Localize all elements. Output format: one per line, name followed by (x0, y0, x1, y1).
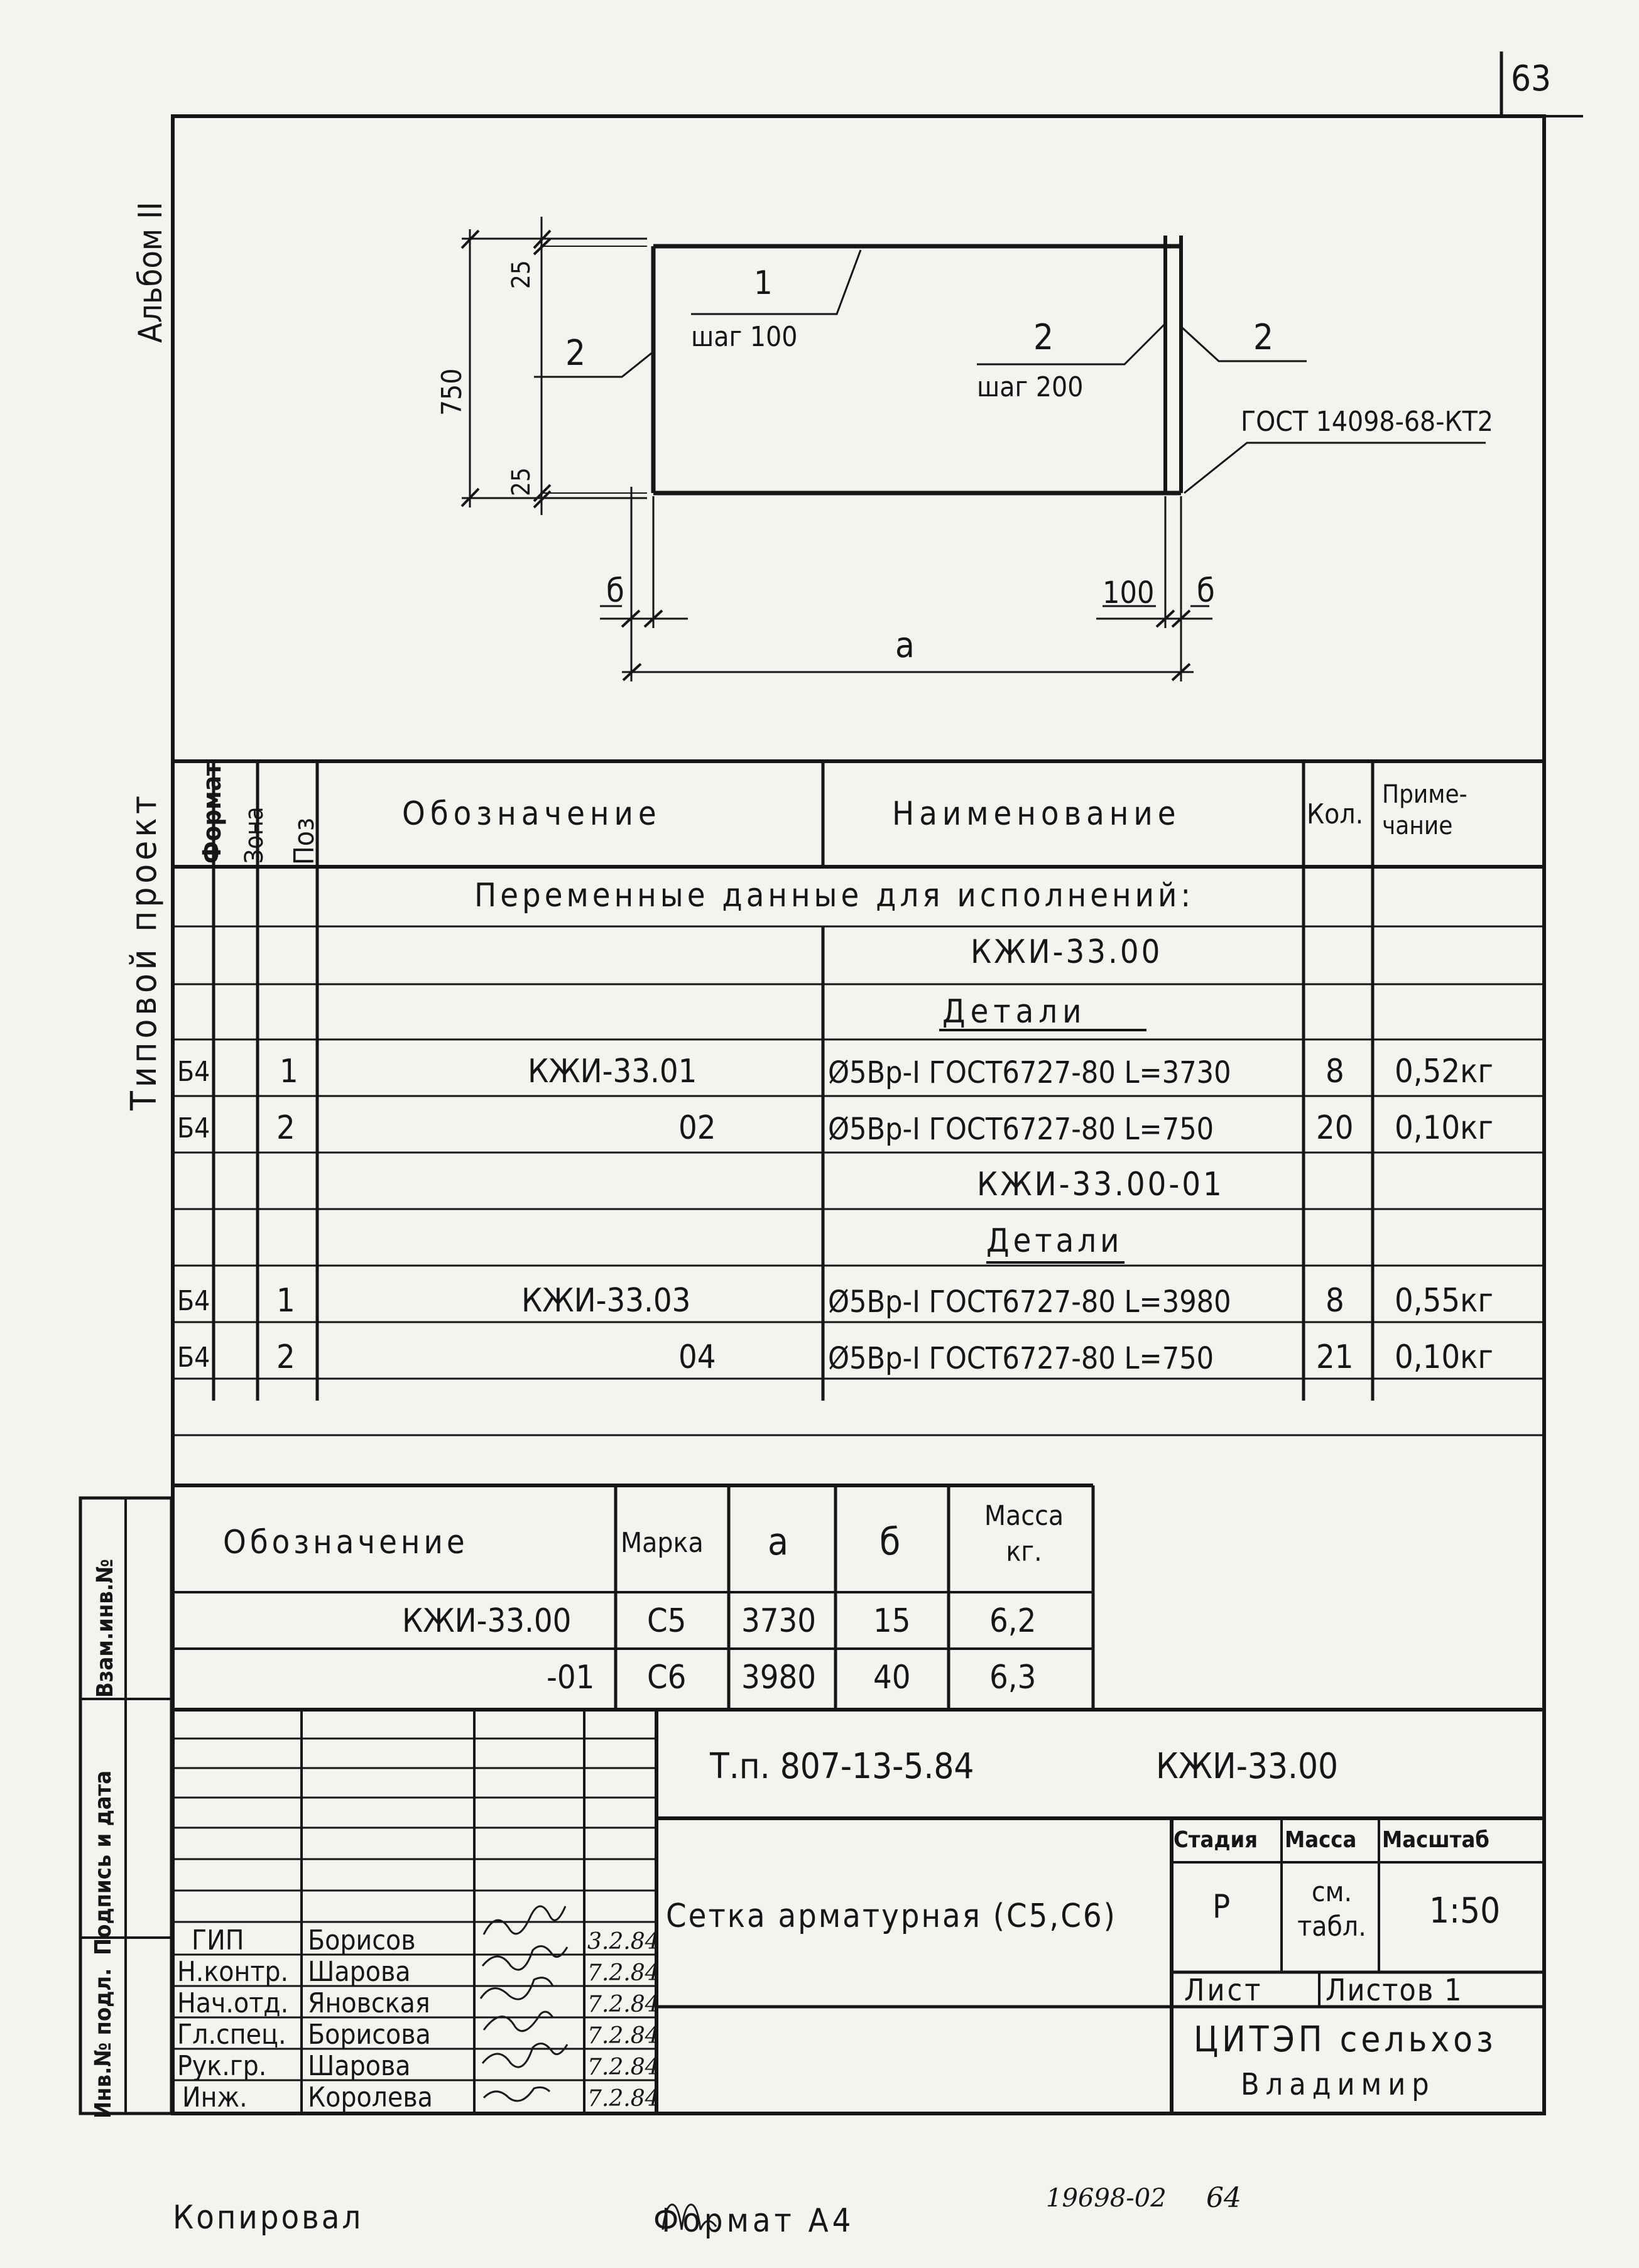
staff-role-5: Рук.гр. (177, 2050, 267, 2082)
staff-name-3: Яновская (308, 1987, 430, 2019)
row1-name: Ø5Вр-I ГОСТ6727-80 L=3730 (828, 1055, 1231, 1090)
pos1-step: шаг 100 (691, 321, 798, 353)
staff-name-1: Борисов (308, 1924, 416, 1956)
row1-format: Б4 (177, 1056, 210, 1088)
row3-name: Ø5Вр-I ГОСТ6727-80 L=3980 (828, 1284, 1231, 1320)
weld-note: ГОСТ 14098-68-КТ2 (1241, 406, 1493, 438)
staff-date-6: 7.2.84 (587, 2086, 660, 2112)
staff-role-4: Гл.спец. (177, 2019, 286, 2051)
row2-designation: 02 (678, 1109, 716, 1147)
row3-note: 0,55кг (1395, 1282, 1493, 1320)
var-row2-a: 3980 (741, 1659, 817, 1696)
staff-name-4: Борисова (308, 2019, 431, 2051)
hdr-designation: Обозначение (402, 795, 662, 833)
hdr-qty: Кол. (1307, 798, 1364, 830)
hdr-note: Приме- чание (1382, 780, 1467, 840)
hdr-pos: Поз (288, 817, 320, 865)
doc-code: КЖИ-33.00 (1156, 1746, 1339, 1787)
row2-format: Б4 (177, 1112, 210, 1144)
staff-date-5: 7.2.84 (587, 2054, 660, 2080)
footer-page: 64 (1206, 2182, 1241, 2214)
inventory-number: 19698-02 (1046, 2184, 1167, 2213)
staff-name-6: Королева (308, 2081, 433, 2113)
mass-value: см. табл. (1297, 1876, 1366, 1943)
staff-role-2: Н.контр. (177, 1956, 289, 1988)
staff-role-1: ГИП (192, 1924, 244, 1956)
staff-date-2: 7.2.84 (587, 1960, 660, 1986)
var-row1-mass: 6,2 (989, 1602, 1037, 1640)
stage-label: Стадия (1173, 1827, 1258, 1853)
dim-top: 25 (507, 260, 536, 289)
staff-date-1: 3.2.84 (587, 1929, 660, 1955)
var-hdr-b: б (879, 1520, 901, 1564)
var-hdr-mark: Марка (621, 1527, 704, 1559)
var-hdr-mass: Масса кг. (984, 1500, 1064, 1568)
sheet-label: Лист (1184, 1973, 1263, 2008)
scale-label: Масштаб (1382, 1827, 1489, 1853)
row4-format: Б4 (177, 1342, 210, 1374)
row1-designation: КЖИ-33.01 (528, 1053, 697, 1090)
dim-height: 750 (436, 368, 468, 416)
row4-name: Ø5Вр-I ГОСТ6727-80 L=750 (828, 1341, 1214, 1376)
staff-role-3: Нач.отд. (177, 1987, 289, 2019)
page-number: 63 (1511, 58, 1552, 99)
row2-note: 0,10кг (1395, 1109, 1493, 1147)
row2-pos: 2 (276, 1109, 295, 1147)
row3-qty: 8 (1326, 1282, 1344, 1320)
var-row1-designation: КЖИ-33.00 (402, 1602, 572, 1640)
row4-designation: 04 (678, 1338, 716, 1376)
format-label: Формат А4 (653, 2202, 855, 2240)
stamp-orig-inv: Инв.№ подл. (90, 1968, 116, 2119)
staff-name-2: Шарова (308, 1956, 411, 1988)
execution-2: КЖИ-33.00-01 (977, 1166, 1224, 1203)
var-row2-mass: 6,3 (989, 1659, 1037, 1696)
hdr-name: Наименование (892, 795, 1181, 833)
project-type-label: Типовой проект (124, 791, 165, 1110)
row4-pos: 2 (276, 1338, 295, 1376)
staff-role-6: Инж. (182, 2081, 248, 2113)
row3-format: Б4 (177, 1285, 210, 1317)
var-hdr-a: a (768, 1520, 789, 1564)
var-row1-a: 3730 (741, 1602, 817, 1640)
pos1-number: 1 (754, 264, 773, 302)
pos2-mid-step: шаг 200 (977, 371, 1084, 403)
hdr-format: Формат (198, 762, 227, 864)
var-hdr-designation: Обозначение (223, 1524, 469, 1561)
drawing-title: Сетка арматурная (С5,С6) (666, 1897, 1117, 1935)
var-row1-b: 15 (873, 1602, 911, 1640)
sheets-label: Листов 1 (1326, 1973, 1463, 2008)
stamp-replace-inv: Взам.инв.№ (92, 1559, 118, 1698)
org-city: Владимир (1241, 2067, 1435, 2102)
var-row1-mark: С5 (647, 1602, 687, 1640)
section-2: Детали (986, 1222, 1123, 1260)
mass-label: Масса (1285, 1827, 1357, 1853)
staff-date-3: 7.2.84 (587, 1992, 660, 2017)
section-1: Детали (942, 993, 1087, 1031)
var-row2-mark: С6 (647, 1659, 687, 1696)
row3-designation: КЖИ-33.03 (521, 1282, 691, 1320)
row1-qty: 8 (1326, 1053, 1344, 1090)
hdr-zone: Зона (240, 806, 269, 864)
dim-100: 100 (1103, 575, 1155, 610)
row4-qty: 21 (1316, 1338, 1354, 1376)
row2-qty: 20 (1316, 1109, 1354, 1147)
pos2-right: 2 (1253, 317, 1274, 358)
row1-note: 0,52кг (1395, 1053, 1493, 1090)
pos2-mid: 2 (1033, 317, 1054, 358)
variable-title: Переменные данные для исполнений: (474, 877, 1195, 914)
var-row2-designation: -01 (547, 1659, 595, 1696)
copied-label: Копировал (173, 2199, 364, 2237)
row3-pos: 1 (276, 1282, 295, 1320)
project-code: Т.п. 807-13-5.84 (710, 1746, 974, 1787)
row2-name: Ø5Вр-I ГОСТ6727-80 L=750 (828, 1112, 1214, 1147)
row4-note: 0,10кг (1395, 1338, 1493, 1376)
dim-a: a (895, 625, 915, 666)
pos2-left: 2 (565, 333, 586, 374)
dim-bottom: 25 (507, 467, 536, 496)
album-label: Альбом II (132, 202, 170, 343)
staff-name-5: Шарова (308, 2050, 411, 2082)
row1-pos: 1 (280, 1053, 298, 1090)
dim-b-right: б (1197, 572, 1215, 610)
var-row2-b: 40 (873, 1659, 911, 1696)
stamp-signature-date: Подпись и дата (90, 1770, 116, 1955)
org-name: ЦИТЭП сельхоз (1194, 2019, 1497, 2060)
scale-value: 1:50 (1429, 1891, 1501, 1931)
staff-date-4: 7.2.84 (587, 2023, 660, 2049)
dim-b-left: б (606, 572, 624, 610)
stage-value: Р (1212, 1888, 1231, 1926)
execution-1: КЖИ-33.00 (971, 933, 1163, 971)
